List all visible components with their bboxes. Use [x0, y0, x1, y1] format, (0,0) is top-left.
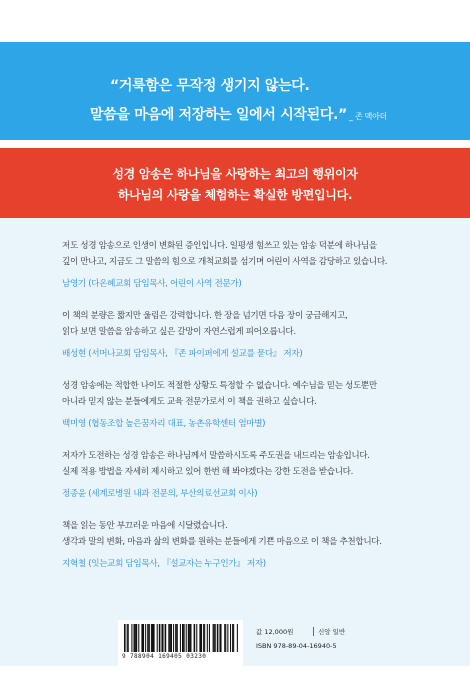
barcode-bar	[165, 624, 167, 652]
endorser-name: 지혁철 (잇는교회 담임목사, 『설교자는 누구인가』 저자)	[62, 559, 266, 569]
barcode-bar	[221, 624, 222, 652]
barcode-bar	[233, 624, 234, 652]
barcode-bar	[170, 624, 172, 652]
barcode-bar	[159, 624, 161, 652]
barcode-bar	[217, 624, 219, 652]
endorsement-line: 깊이 만나고, 지금도 그 말씀의 힘으로 개척교회를 섬기며 어린이 사역을 감당하고 있습니다.	[62, 257, 388, 267]
barcode-bar	[224, 624, 225, 652]
barcode-bar	[214, 624, 215, 652]
tagline-banner	[0, 148, 470, 218]
barcode-digits: 9 788904 169405 03230	[122, 653, 207, 660]
barcode-bar	[188, 624, 190, 652]
endorsement-4	[62, 448, 422, 502]
endorsement-text	[62, 518, 422, 550]
endorsement-line: 책을 읽는 동안 부끄러운 마음에 시달렸습니다.	[62, 521, 228, 531]
barcode-bar	[203, 624, 204, 652]
barcode-bar	[141, 624, 143, 652]
info-divider	[313, 627, 314, 636]
endorsement-5	[62, 518, 422, 572]
endorsement-3	[62, 378, 422, 432]
barcode-bar	[176, 624, 178, 652]
barcode-bar	[237, 624, 238, 652]
barcode-bar	[169, 624, 170, 652]
tagline-line-2: 하나님의 사랑을 체험하는 확실한 방편입니다.	[117, 188, 353, 202]
endorser-name: 백미영 (협동조합 높은꿈자리 대표, 농촌유학센터 엄마별)	[62, 419, 266, 429]
endorsement-text	[62, 448, 422, 480]
barcode-bars	[124, 624, 238, 652]
barcode-bar	[161, 624, 162, 652]
quote-line-2	[90, 104, 387, 124]
endorsement-1	[62, 218, 422, 292]
barcode-bar	[180, 624, 181, 652]
barcode-bar	[199, 624, 201, 652]
barcode-bar	[189, 624, 190, 652]
barcode-bar	[157, 624, 158, 652]
barcode-bar	[152, 624, 153, 652]
barcode-bar	[186, 624, 187, 652]
barcode-bar	[196, 624, 197, 652]
endorsement-text	[62, 218, 422, 270]
category-label: 신앙 일반	[318, 628, 346, 636]
endorsement-line: 성경 암송에는 적합한 나이도 적절한 상황도 특정할 수 없습니다. 예수님을 믿는 성도뿐만	[62, 381, 377, 391]
barcode-bar	[225, 624, 226, 652]
tagline-line-1: 성경 암송은 하나님을 사랑하는 최고의 행위이자	[112, 167, 358, 181]
quote-attribution: _ 존 맥아더	[349, 112, 387, 121]
barcode-bar	[168, 624, 169, 652]
barcode-bar	[149, 624, 150, 652]
barcode-bar	[134, 624, 135, 652]
barcode-bar	[173, 624, 174, 652]
isbn-barcode	[118, 620, 243, 666]
barcode-bar	[153, 624, 155, 652]
barcode-bar	[204, 624, 205, 652]
endorser-name: 남영기 (다온혜교회 담임목사, 어린이 사역 전문가)	[62, 279, 242, 289]
barcode-bar	[190, 624, 191, 652]
endorsement-line: 실제 적용 방법을 자세히 제시하고 있어 한번 해 봐야겠다는 강한 도전을 받습니다.	[62, 467, 353, 477]
endorsement-line: 읽다 보면 말씀을 암송하고 싶은 갈망이 자연스럽게 피어오릅니다.	[62, 327, 296, 337]
endorsement-text	[62, 378, 422, 410]
book-info	[256, 621, 416, 665]
barcode-bar	[215, 624, 216, 652]
barcode-bar	[145, 624, 146, 652]
barcode-bar	[209, 624, 210, 652]
barcode-bar	[124, 624, 126, 652]
barcode-bar	[127, 624, 128, 652]
barcode-bar	[201, 624, 202, 652]
barcode-bar	[136, 624, 138, 652]
barcode-bar	[227, 624, 228, 652]
barcode-bar	[207, 624, 208, 652]
barcode-bar	[175, 624, 176, 652]
endorsement-text	[62, 308, 422, 340]
barcode-bar	[135, 624, 136, 652]
endorsement-line: 생각과 말의 변화, 마음과 삶의 변화를 원하는 분들에게 기쁜 마음으로 이 책을 추천합니다.	[62, 537, 382, 547]
endorser-name: 정종윤 (세계로병원 내과 전문의, 부산의료선교회 이사)	[62, 489, 258, 499]
endorser-name: 배성현 (서머나교회 담임목사, 『존 파이퍼에게 설교를 묻다』 저자)	[62, 349, 303, 359]
barcode-bar	[147, 624, 149, 652]
barcode-bar	[163, 624, 164, 652]
barcode-bar	[219, 624, 220, 652]
barcode-bar	[128, 624, 129, 652]
barcode-bar	[138, 624, 139, 652]
endorsement-line: 아니라 믿지 않는 분들에게도 교육 전문가로서 이 책을 권하고 싶습니다.	[62, 397, 317, 407]
endorsement-2	[62, 308, 422, 362]
endorsement-line: 저도 성경 암송으로 인생이 변화된 증인입니다. 일평생 힘쓰고 있는 암송 덕분에 하나님을	[62, 241, 377, 251]
isbn-label: ISBN 978-89-04-16940-5	[256, 642, 337, 650]
barcode-bar	[230, 624, 231, 652]
endorsement-line: 이 책의 분량은 짧지만 울림은 강력합니다. 한 장을 넘기면 다음 장이 궁금해지고,	[62, 311, 348, 321]
barcode-bar	[232, 624, 233, 652]
barcode-bar	[184, 624, 185, 652]
price-label: 값 12,000원	[256, 628, 294, 636]
barcode-bar	[182, 624, 184, 652]
quote-line-2-text: 말씀을 마음에 저장하는 일에서 시작된다.”	[90, 107, 348, 123]
barcode-bar	[194, 624, 196, 652]
quote-banner	[0, 42, 470, 140]
endorsement-line: 저자가 도전하는 성경 암송은 하나님께서 말씀하시도록 주도권을 내드리는 암송입니다.	[62, 451, 370, 461]
barcode-bar	[151, 624, 152, 652]
barcode-bar	[213, 624, 214, 652]
endorsements-section	[0, 218, 470, 666]
barcode-bar	[143, 624, 144, 652]
quote-line-1: “거룩함은 무작정 생기지 않는다.	[110, 78, 310, 94]
barcode-bar	[131, 624, 132, 652]
